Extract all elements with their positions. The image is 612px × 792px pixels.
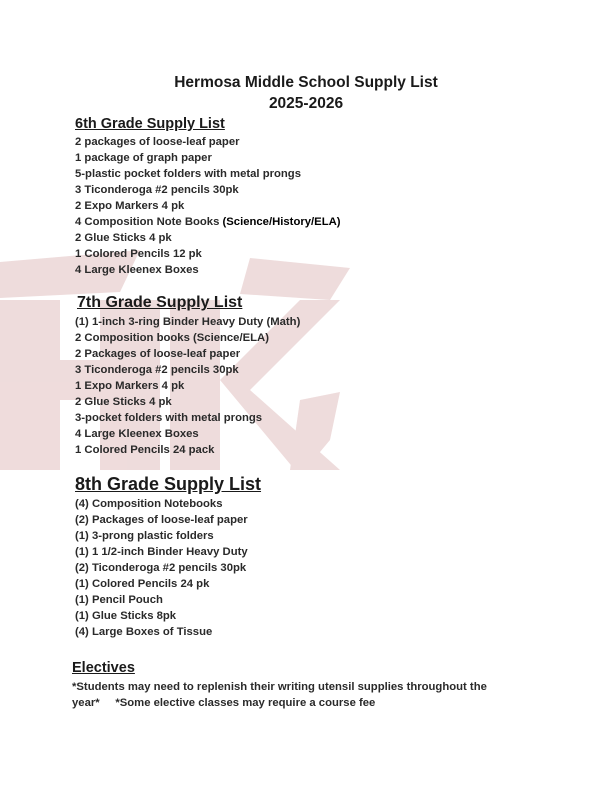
- supply-item: [75, 608, 261, 624]
- supply-item: [75, 410, 300, 426]
- supply-item-text: (1) Colored Pencils 24 pk: [75, 578, 210, 590]
- supply-item-text: 3 Ticonderoga #2 pencils 30pk: [75, 184, 239, 196]
- supply-item-text: (1) 3-prong plastic folders: [75, 530, 214, 542]
- supply-item: [75, 426, 300, 442]
- electives-heading: Electives: [72, 660, 135, 676]
- supply-item-text: (2) Packages of loose-leaf paper: [75, 514, 248, 526]
- supply-item-text: 2 Composition books (Science/ELA): [75, 332, 269, 344]
- supply-item-text: 4 Large Kleenex Boxes: [75, 264, 199, 276]
- supply-item: [75, 592, 261, 608]
- supply-item: [75, 544, 261, 560]
- supply-item: [75, 166, 341, 182]
- supply-item-text: (1) Pencil Pouch: [75, 594, 163, 606]
- grade8-heading: 8th Grade Supply List: [75, 474, 262, 494]
- school-year: 2025-2026: [268, 95, 344, 112]
- grade7-list: [75, 314, 300, 458]
- supply-item-note: (Science/History/ELA): [222, 216, 341, 228]
- supply-item: [75, 134, 341, 150]
- supply-item-text: (1) 1 1/2-inch Binder Heavy Duty: [75, 546, 248, 558]
- supply-item-text: 3 Ticonderoga #2 pencils 30pk: [75, 364, 239, 376]
- supply-item-text: 1 package of graph paper: [75, 152, 212, 164]
- supply-item-text: 3-pocket folders with metal prongs: [75, 412, 263, 424]
- grade6-heading: 6th Grade Supply List: [75, 116, 225, 132]
- supply-item-text: (2) Ticonderoga #2 pencils 30pk: [75, 562, 247, 574]
- supply-item-text: 1 Expo Markers 4 pk: [75, 380, 185, 392]
- supply-item: [75, 314, 300, 330]
- grade8-section: [75, 472, 261, 640]
- supply-item-text: 2 Expo Markers 4 pk: [75, 200, 185, 212]
- supply-item: [75, 624, 261, 640]
- supply-item: [75, 394, 300, 410]
- grade7-section: [77, 293, 242, 313]
- supply-item: [75, 230, 341, 246]
- supply-item-text: 5-plastic pocket folders with metal prongs: [75, 168, 301, 180]
- supply-item: [75, 198, 341, 214]
- grade7-heading: 7th Grade Supply List: [77, 294, 243, 311]
- supply-item: [75, 346, 300, 362]
- document-title: Hermosa Middle School Supply List: [174, 74, 438, 91]
- supply-item: [75, 528, 261, 544]
- supply-item: [75, 246, 341, 262]
- supply-item: [75, 214, 341, 230]
- electives-section: [72, 659, 487, 711]
- supply-item: [75, 330, 300, 346]
- supply-item-text: 2 Packages of loose-leaf paper: [75, 348, 241, 360]
- electives-note-line-1: *Students may need to replenish their writing utensil supplies throughout the: [72, 681, 487, 693]
- supply-item-text: 1 Colored Pencils 24 pack: [75, 444, 215, 456]
- supply-item-text: (1) Glue Sticks 8pk: [75, 610, 177, 622]
- grade8-list: [75, 496, 261, 640]
- supply-item-text: 4 Large Kleenex Boxes: [75, 428, 199, 440]
- grade7-items-section: [75, 314, 300, 458]
- supply-item-text: (4) Large Boxes of Tissue: [75, 626, 213, 638]
- supply-item-text: (4) Composition Notebooks: [75, 498, 223, 510]
- supply-item: [75, 496, 261, 512]
- supply-item: [75, 512, 261, 528]
- supply-item: [75, 560, 261, 576]
- supply-item: [75, 262, 341, 278]
- grade6-list: [75, 134, 341, 278]
- supply-item-text: 1 Colored Pencils 12 pk: [75, 248, 202, 260]
- supply-item-text: 4 Composition Note Books: [75, 216, 223, 228]
- supply-item-text: (1) 1-inch 3-ring Binder Heavy Duty (Math): [75, 316, 301, 328]
- electives-note-line-2: year* *Some elective classes may require a course fee: [72, 697, 376, 709]
- supply-item-text: 2 packages of loose-leaf paper: [75, 136, 240, 148]
- supply-item: [75, 378, 300, 394]
- supply-item: [75, 442, 300, 458]
- supply-item-text: 2 Glue Sticks 4 pk: [75, 396, 172, 408]
- supply-item: [75, 576, 261, 592]
- grade6-section: [75, 115, 341, 278]
- supply-item-text: 2 Glue Sticks 4 pk: [75, 232, 172, 244]
- supply-item: [75, 150, 341, 166]
- supply-item: [75, 182, 341, 198]
- supply-item: [75, 362, 300, 378]
